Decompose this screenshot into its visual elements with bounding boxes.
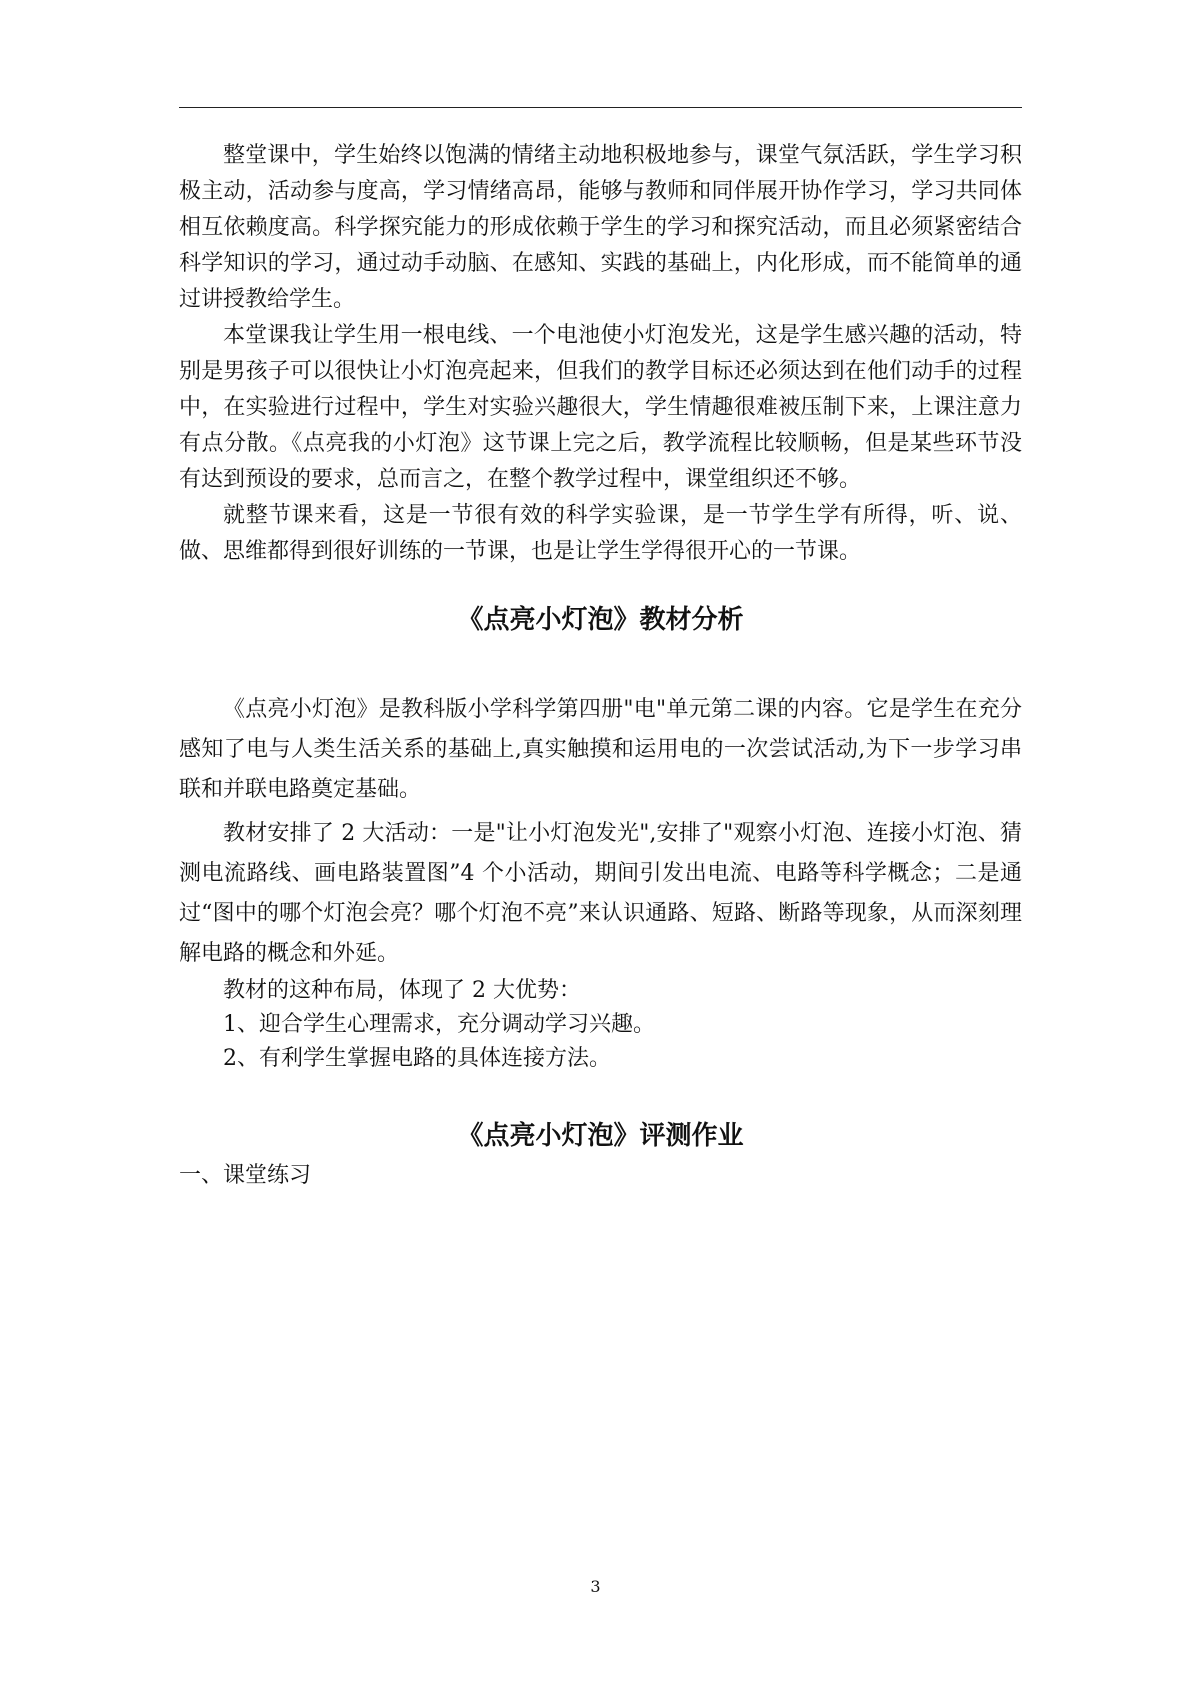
reflection-paragraph-2: 本堂课我让学生用一根电线、一个电池使小灯泡发光，这是学生感兴趣的活动，特别是男孩子可以很快让小灯泡亮起来，但我们的教学目标还必须达到在他们动手的过程中，在实验进行过程中，学生对实验兴趣很大，学生情趣很难被压制下来，上课注意力有点分散。《点亮我的小灯泡》这节课上完之后，教学流程比较顺畅，但是某些环节没有达到预设的要求，总而言之，在整个教学过程中，课堂组织还不够。 [179, 323, 1022, 492]
analysis-item-1: 1、迎合学生心理需求，充分调动学习兴趣。 [223, 1012, 655, 1037]
assessment-section-heading: 一、课堂练习 [179, 1163, 312, 1188]
reflection-paragraph-1: 整堂课中，学生始终以饱满的情绪主动地积极地参与，课堂气氛活跃，学生学习积极主动，活动参与度高，学习情绪高昂，能够与教师和同伴展开协作学习，学习共同体相互依赖度高。科学探究能力的形成依赖于学生的学习和探究活动，而且必须紧密结合科学知识的学习，通过动手动脑、在感知、实践的基础上，内化形成，而不能简单的通过讲授教给学生。 [179, 143, 1022, 312]
analysis-title: 《点亮小灯泡》教材分析 [457, 605, 744, 635]
analysis-paragraph-1: 《点亮小灯泡》是教科版小学科学第四册"电"单元第二课的内容。它是学生在充分感知了电与人类生活关系的基础上,真实触摸和运用电的一次尝试活动,为下一步学习串联和并联电路奠定基础。 [179, 697, 1022, 802]
analysis-paragraph-2: 教材安排了 2 大活动：一是"让小灯泡发光",安排了"观察小灯泡、连接小灯泡、猜测电流路线、画电路装置图”4 个小活动，期间引发出电流、电路等科学概念；二是通过“图中的哪个灯泡会亮？哪个灯泡不亮”来认识通路、短路、断路等现象，从而深刻理解电路的概念和外延。 [179, 821, 1022, 966]
header-rule [179, 107, 1022, 108]
reflection-paragraph-3: 就整节课来看，这是一节很有效的科学实验课，是一节学生学有所得，听、说、做、思维都得到很好训练的一节课，也是让学生学得很开心的一节课。 [179, 503, 1022, 564]
page-content [179, 138, 1022, 1194]
assessment-title: 《点亮小灯泡》评测作业 [457, 1121, 744, 1151]
analysis-item-2: 2、有利学生掌握电路的具体连接方法。 [223, 1046, 611, 1071]
analysis-list-intro: 教材的这种布局，体现了 2 大优势： [223, 978, 581, 1003]
page-number: 3 [590, 1577, 601, 1596]
